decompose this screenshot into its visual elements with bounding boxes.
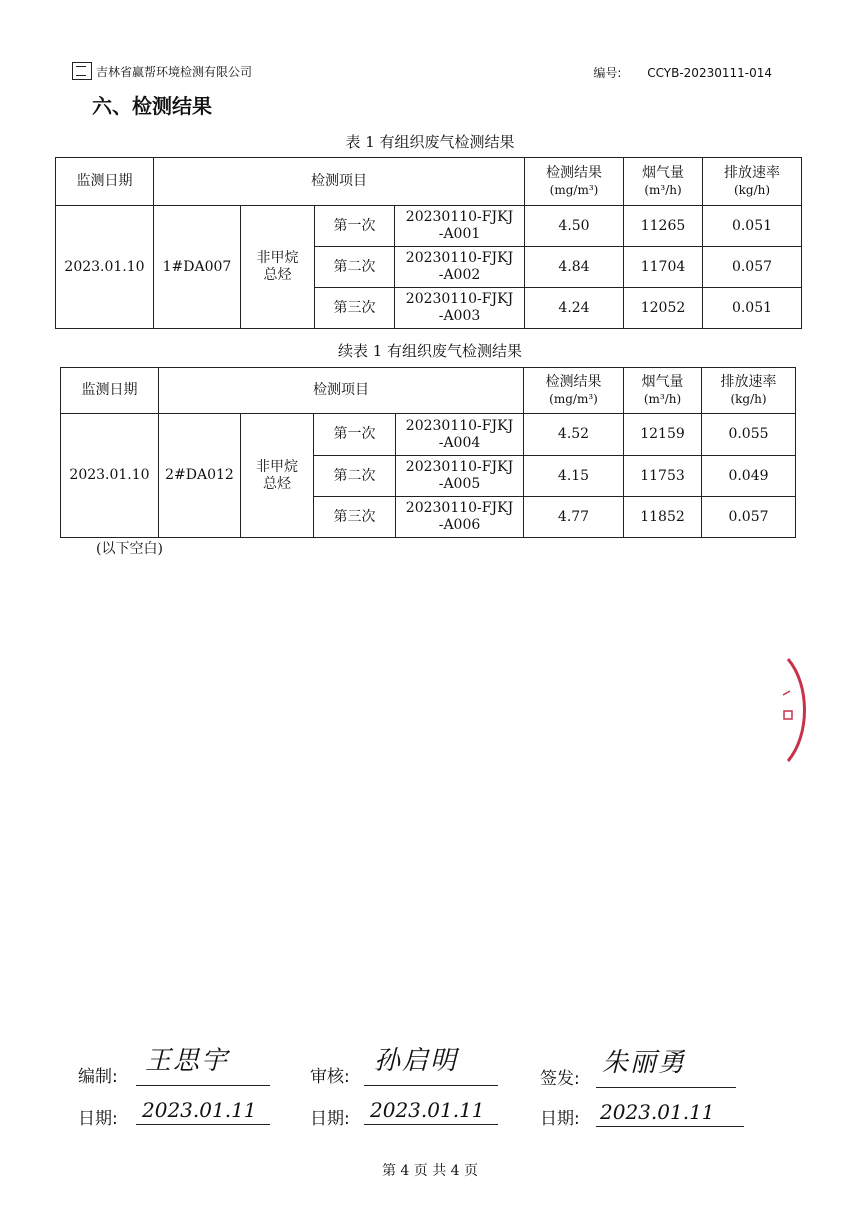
- header-result: [524, 368, 624, 414]
- seal-stamp-icon: [780, 655, 808, 765]
- compiled-date-label: 日期:: [78, 1109, 118, 1129]
- reviewed-signature-line: [364, 1085, 498, 1086]
- table-2-header-row: [61, 368, 796, 414]
- header-result: [525, 158, 624, 206]
- cell-flow: 12159: [624, 414, 702, 456]
- compiled-signature-line: [136, 1085, 270, 1086]
- cell-pollutant: 非甲烷 总烃: [241, 206, 315, 329]
- cell-date: 2023.01.10: [61, 414, 159, 538]
- header-flow-label: 烟气量: [642, 164, 684, 181]
- cell-outlet: 2#DA012: [159, 414, 241, 538]
- header-flow-unit: (m³/h): [644, 182, 682, 197]
- reviewed-date-label: 日期:: [310, 1109, 350, 1129]
- header-rate: [702, 368, 796, 414]
- header-rate-unit: (kg/h): [730, 391, 767, 406]
- cell-flow: 11265: [624, 206, 703, 247]
- table-2: [60, 367, 796, 538]
- cell-outlet: 1#DA007: [154, 206, 241, 329]
- cell-sample-code: 20230110-FJKJ -A005: [396, 456, 524, 497]
- section-title: 六、检测结果: [92, 94, 212, 118]
- cell-sample-code: 20230110-FJKJ -A002: [395, 247, 525, 288]
- header-rate-unit: (kg/h): [733, 182, 771, 197]
- cell-flow: 11852: [624, 497, 702, 538]
- header-date: 监测日期: [61, 368, 159, 414]
- cell-sample-code: 20230110-FJKJ -A001: [395, 206, 525, 247]
- table-1-caption: 表 1 有组织废气检测结果: [345, 133, 515, 151]
- cell-rate: 0.049: [702, 456, 796, 497]
- cell-rate: 0.051: [703, 288, 802, 329]
- cell-result: 4.84: [525, 247, 624, 288]
- cell-result: 4.77: [524, 497, 624, 538]
- issued-signature: 朱丽勇: [602, 1048, 687, 1078]
- cell-result: 4.50: [525, 206, 624, 247]
- issued-label: 签发:: [540, 1069, 580, 1089]
- reviewed-signature: 孙启明: [374, 1046, 459, 1076]
- cell-seq: 第二次: [315, 247, 395, 288]
- cell-seq: 第三次: [314, 497, 396, 538]
- company-header: [72, 62, 252, 80]
- header-result-unit: (mg/m³): [549, 391, 598, 406]
- report-number-label: 编号:: [593, 66, 622, 80]
- cell-pollutant: 非甲烷 总烃: [241, 414, 314, 538]
- compiled-label: 编制:: [78, 1067, 118, 1087]
- cell-sample-code: 20230110-FJKJ -A004: [396, 414, 524, 456]
- cell-rate: 0.051: [703, 206, 802, 247]
- compiled-date: 2023.01.11: [142, 1098, 257, 1122]
- cell-flow: 11753: [624, 456, 702, 497]
- table-1-header-row: [56, 158, 802, 206]
- cell-seq: 第一次: [314, 414, 396, 456]
- table-row: [61, 414, 796, 456]
- table-1: [55, 157, 802, 329]
- cell-rate: 0.057: [703, 247, 802, 288]
- reviewed-date: 2023.01.11: [370, 1098, 485, 1122]
- company-name: 吉林省赢帮环境检测有限公司: [96, 64, 253, 79]
- reviewed-label: 审核:: [310, 1067, 350, 1087]
- issued-signature-line: [596, 1087, 736, 1088]
- cell-seq: 第一次: [315, 206, 395, 247]
- company-logo-icon: [72, 62, 92, 80]
- cell-seq: 第二次: [314, 456, 396, 497]
- header-flow-unit: (m³/h): [643, 391, 682, 406]
- header-date: 监测日期: [56, 158, 154, 206]
- issued-date-line: [596, 1126, 744, 1127]
- header-rate-label: 排放速率: [720, 373, 777, 390]
- reviewed-date-line: [364, 1124, 498, 1125]
- table-row: [56, 206, 802, 247]
- cell-flow: 12052: [624, 288, 703, 329]
- compiled-date-line: [136, 1124, 270, 1125]
- header-result-unit: (mg/m³): [549, 182, 599, 197]
- blank-note: (以下空白): [96, 541, 163, 557]
- cell-flow: 11704: [624, 247, 703, 288]
- cell-result: 4.52: [524, 414, 624, 456]
- compiled-signature: 王思宇: [145, 1046, 230, 1076]
- table-2-caption: 续表 1 有组织废气检测结果: [337, 342, 523, 360]
- issued-date: 2023.01.11: [600, 1100, 715, 1124]
- issued-date-label: 日期:: [540, 1109, 580, 1129]
- header-result-label: 检测结果: [546, 164, 602, 181]
- cell-sample-code: 20230110-FJKJ -A006: [396, 497, 524, 538]
- header-result-label: 检测结果: [545, 373, 602, 390]
- cell-rate: 0.057: [702, 497, 796, 538]
- cell-date: 2023.01.10: [56, 206, 154, 329]
- header-flow: [624, 368, 702, 414]
- cell-seq: 第三次: [315, 288, 395, 329]
- cell-rate: 0.055: [702, 414, 796, 456]
- header-item: 检测项目: [159, 368, 524, 414]
- cell-result: 4.24: [525, 288, 624, 329]
- report-number-value: CCYB-20230111-014: [647, 66, 772, 80]
- header-rate: [703, 158, 802, 206]
- header-flow: [624, 158, 703, 206]
- cell-sample-code: 20230110-FJKJ -A003: [395, 288, 525, 329]
- header-rate-label: 排放速率: [724, 164, 780, 181]
- page-footer: 第 4 页 共 4 页: [381, 1163, 479, 1179]
- report-number: [593, 64, 772, 81]
- header-flow-label: 烟气量: [641, 373, 684, 390]
- header-item: 检测项目: [154, 158, 525, 206]
- cell-result: 4.15: [524, 456, 624, 497]
